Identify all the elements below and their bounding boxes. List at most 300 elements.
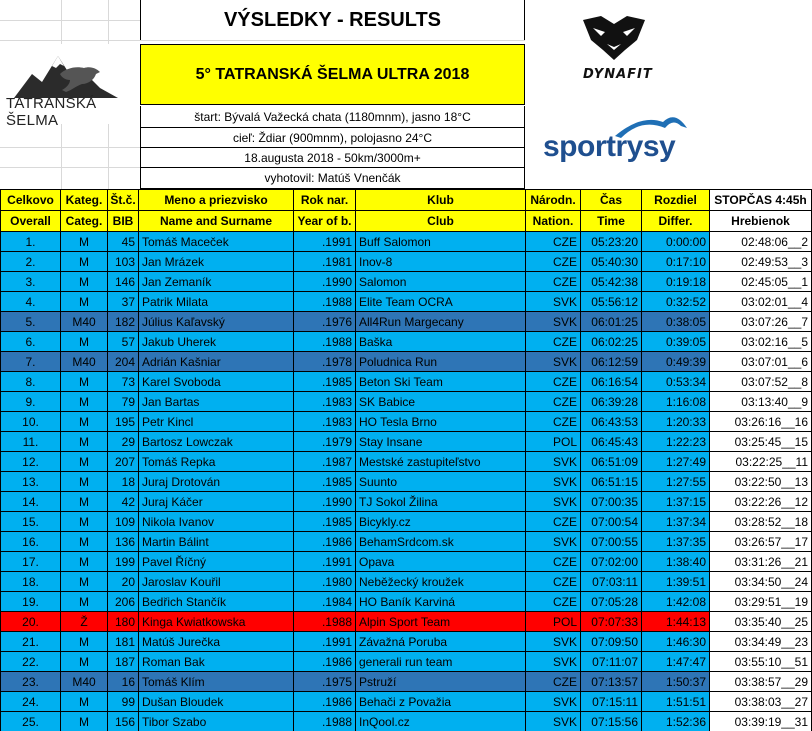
cell-name: Petr Kincl: [139, 412, 294, 432]
cell-year: .1987: [294, 452, 356, 472]
cell-club: TJ Sokol Žilina: [356, 492, 526, 512]
date-info: 18.augusta 2018 - 50km/3000m+: [140, 148, 525, 168]
cell-overall: 15.: [0, 512, 61, 532]
cell-split: 03:02:16__5: [710, 332, 812, 352]
cell-year: .1986: [294, 692, 356, 712]
cell-diff: 0:39:05: [642, 332, 710, 352]
cell-category: M40: [61, 672, 108, 692]
cell-category: M: [61, 532, 108, 552]
cell-diff: 0:00:00: [642, 232, 710, 252]
cell-overall: 14.: [0, 492, 61, 512]
cell-nation: CZE: [526, 672, 581, 692]
cell-nation: CZE: [526, 272, 581, 292]
page-title: VÝSLEDKY - RESULTS: [140, 0, 525, 40]
cell-name: Dušan Bloudek: [139, 692, 294, 712]
finish-info: cieľ: Ždiar (900mnm), polojasno 24°C: [140, 128, 525, 148]
cell-category: M40: [61, 312, 108, 332]
cell-diff: 1:27:49: [642, 452, 710, 472]
cell-name: Martin Bálint: [139, 532, 294, 552]
cell-bib: 79: [108, 392, 139, 412]
header2-col-bib: BIB: [108, 211, 139, 232]
cell-category: M: [61, 432, 108, 452]
cell-name: Tomáš Repka: [139, 452, 294, 472]
cell-nation: SVK: [526, 632, 581, 652]
cell-bib: 73: [108, 372, 139, 392]
cell-year: .1981: [294, 252, 356, 272]
table-row: [0, 452, 812, 472]
dynafit-text: DYNAFIT: [583, 67, 653, 82]
header2-col-category: Categ.: [61, 211, 108, 232]
cell-time: 06:16:54: [581, 372, 642, 392]
cell-bib: 156: [108, 712, 139, 731]
cell-category: M: [61, 492, 108, 512]
table-row: [0, 312, 812, 332]
cell-diff: 0:19:18: [642, 272, 710, 292]
table-row: [0, 672, 812, 692]
cell-name: Július Kaľavský: [139, 312, 294, 332]
cell-name: Jan Mrázek: [139, 252, 294, 272]
header2-col-diff: Differ.: [642, 211, 710, 232]
table-row: [0, 472, 812, 492]
table-row: [0, 612, 812, 632]
cell-club: BehamSrdcom.sk: [356, 532, 526, 552]
cell-club: Závažná Poruba: [356, 632, 526, 652]
cell-year: .1988: [294, 292, 356, 312]
cell-nation: SVK: [526, 472, 581, 492]
cell-club: Stay Insane: [356, 432, 526, 452]
cell-category: M: [61, 232, 108, 252]
cell-category: M: [61, 512, 108, 532]
header2-col-year: Year of b.: [294, 211, 356, 232]
cell-category: M: [61, 572, 108, 592]
cell-nation: SVK: [526, 312, 581, 332]
cell-diff: 1:38:40: [642, 552, 710, 572]
cell-bib: 187: [108, 652, 139, 672]
cell-diff: 1:50:37: [642, 672, 710, 692]
cell-nation: CZE: [526, 592, 581, 612]
table-row: [0, 692, 812, 712]
cell-bib: 146: [108, 272, 139, 292]
cell-category: M: [61, 272, 108, 292]
cell-overall: 19.: [0, 592, 61, 612]
cell-diff: 1:20:33: [642, 412, 710, 432]
header1-col-category: Kateg.: [61, 190, 108, 211]
cell-name: Juraj Káčer: [139, 492, 294, 512]
dynafit-snow-leopard-icon: [579, 14, 649, 64]
cell-split: 03:22:26__12: [710, 492, 812, 512]
header1-col-split: STOPČAS 4:45h: [710, 190, 812, 211]
cell-nation: CZE: [526, 572, 581, 592]
cell-split: 03:38:03__27: [710, 692, 812, 712]
cell-year: .1988: [294, 332, 356, 352]
cell-time: 07:15:11: [581, 692, 642, 712]
cell-year: .1983: [294, 392, 356, 412]
cell-year: .1990: [294, 272, 356, 292]
table-row: [0, 592, 812, 612]
cell-split: 02:48:06__2: [710, 232, 812, 252]
cell-bib: 206: [108, 592, 139, 612]
cell-split: 03:02:01__4: [710, 292, 812, 312]
table-row: [0, 632, 812, 652]
cell-year: .1990: [294, 492, 356, 512]
cell-year: .1985: [294, 472, 356, 492]
cell-year: .1991: [294, 632, 356, 652]
cell-club: Suunto: [356, 472, 526, 492]
cell-overall: 23.: [0, 672, 61, 692]
cell-overall: 3.: [0, 272, 61, 292]
cell-time: 07:09:50: [581, 632, 642, 652]
tatranska-selma-logo: [0, 44, 140, 129]
cell-overall: 9.: [0, 392, 61, 412]
cell-year: .1986: [294, 652, 356, 672]
cell-nation: SVK: [526, 292, 581, 312]
cell-name: Bedřich Stančík: [139, 592, 294, 612]
cell-category: M: [61, 472, 108, 492]
cell-club: Salomon: [356, 272, 526, 292]
table-row: [0, 372, 812, 392]
cell-bib: 20: [108, 572, 139, 592]
cell-split: 03:34:49__23: [710, 632, 812, 652]
cell-time: 07:13:57: [581, 672, 642, 692]
event-name: 5° TATRANSKÁ ŠELMA ULTRA 2018: [140, 44, 525, 105]
cell-category: M: [61, 692, 108, 712]
cell-category: M: [61, 712, 108, 731]
table-row: [0, 552, 812, 572]
cell-category: M: [61, 652, 108, 672]
cell-year: .1988: [294, 712, 356, 731]
cell-nation: SVK: [526, 492, 581, 512]
cell-bib: 29: [108, 432, 139, 452]
table-row: [0, 292, 812, 312]
cell-diff: 0:38:05: [642, 312, 710, 332]
cell-category: M40: [61, 352, 108, 372]
cell-overall: 20.: [0, 612, 61, 632]
cell-time: 05:40:30: [581, 252, 642, 272]
cell-diff: 1:37:15: [642, 492, 710, 512]
cell-category: M: [61, 372, 108, 392]
header-top-border: [0, 189, 812, 190]
cell-nation: CZE: [526, 412, 581, 432]
cell-name: Jaroslav Kouřil: [139, 572, 294, 592]
cell-time: 07:07:33: [581, 612, 642, 632]
table-row: [0, 232, 812, 252]
cell-split: 03:26:57__17: [710, 532, 812, 552]
header2-col-split: Hrebienok: [710, 211, 812, 232]
cell-year: .1991: [294, 232, 356, 252]
cell-time: 07:02:00: [581, 552, 642, 572]
cell-time: 06:51:15: [581, 472, 642, 492]
cell-overall: 22.: [0, 652, 61, 672]
cell-nation: CZE: [526, 552, 581, 572]
cell-category: M: [61, 412, 108, 432]
header2-col-name: Name and Surname: [139, 211, 294, 232]
cell-club: Opava: [356, 552, 526, 572]
cell-bib: 182: [108, 312, 139, 332]
blank-area: [711, 0, 812, 190]
cell-club: Alpin Sport Team: [356, 612, 526, 632]
cell-name: Juraj Drotován: [139, 472, 294, 492]
table-row: [0, 712, 812, 731]
header1-col-overall: Celkovo: [0, 190, 61, 211]
table-row: [0, 332, 812, 352]
cell-time: 05:23:20: [581, 232, 642, 252]
cell-name: Karel Svoboda: [139, 372, 294, 392]
cell-overall: 18.: [0, 572, 61, 592]
cell-bib: 16: [108, 672, 139, 692]
table-row: [0, 252, 812, 272]
cell-name: Jan Zemaník: [139, 272, 294, 292]
cell-name: Pavel Říčný: [139, 552, 294, 572]
cell-club: Beton Ski Team: [356, 372, 526, 392]
header2-col-overall: Overall: [0, 211, 61, 232]
table-row: [0, 272, 812, 292]
cell-year: .1978: [294, 352, 356, 372]
sportrysy-text: sportrysy: [543, 130, 676, 163]
cell-time: 05:56:12: [581, 292, 642, 312]
logo-left-text: TATRANSKÁ ŠELMA: [6, 95, 97, 129]
cell-club: Mestské zastupiteľstvo: [356, 452, 526, 472]
cell-overall: 25.: [0, 712, 61, 731]
cell-diff: 0:17:10: [642, 252, 710, 272]
cell-diff: 1:39:51: [642, 572, 710, 592]
cell-name: Nikola Ivanov: [139, 512, 294, 532]
cell-split: 03:39:19__31: [710, 712, 812, 731]
cell-bib: 207: [108, 452, 139, 472]
cell-nation: SVK: [526, 692, 581, 712]
cell-club: HO Baník Karviná: [356, 592, 526, 612]
cell-split: 03:35:40__25: [710, 612, 812, 632]
cell-year: .1975: [294, 672, 356, 692]
table-row: [0, 352, 812, 372]
cell-diff: 1:47:47: [642, 652, 710, 672]
cell-bib: 204: [108, 352, 139, 372]
cell-overall: 4.: [0, 292, 61, 312]
cell-diff: 1:44:13: [642, 612, 710, 632]
cell-nation: CZE: [526, 392, 581, 412]
header1-col-bib: Št.č.: [108, 190, 139, 211]
table-row: [0, 572, 812, 592]
cell-diff: 0:32:52: [642, 292, 710, 312]
cell-split: 03:38:57__29: [710, 672, 812, 692]
cell-diff: 1:27:55: [642, 472, 710, 492]
table-row: [0, 532, 812, 552]
cell-split: 02:45:05__1: [710, 272, 812, 292]
cell-club: All4Run Margecany: [356, 312, 526, 332]
cell-club: Elite Team OCRA: [356, 292, 526, 312]
cell-overall: 8.: [0, 372, 61, 392]
cell-name: Tomáš Klím: [139, 672, 294, 692]
header1-col-diff: Rozdiel: [642, 190, 710, 211]
cell-split: 03:22:25__11: [710, 452, 812, 472]
cell-diff: 1:37:35: [642, 532, 710, 552]
header-area: [0, 0, 812, 190]
cell-split: 03:13:40__9: [710, 392, 812, 412]
cell-name: Tibor Szabo: [139, 712, 294, 731]
table-row: [0, 512, 812, 532]
cell-nation: CZE: [526, 512, 581, 532]
cell-time: 07:11:07: [581, 652, 642, 672]
cell-bib: 181: [108, 632, 139, 652]
start-info: štart: Bývalá Važecká chata (1180mnm), jasno 18°C: [140, 106, 525, 128]
cell-club: Poludnica Run: [356, 352, 526, 372]
cell-bib: 99: [108, 692, 139, 712]
cell-overall: 2.: [0, 252, 61, 272]
cell-diff: 1:42:08: [642, 592, 710, 612]
header1-col-club: Klub: [356, 190, 526, 211]
cell-nation: SVK: [526, 712, 581, 731]
cell-nation: POL: [526, 612, 581, 632]
cell-diff: 1:37:34: [642, 512, 710, 532]
cell-year: .1985: [294, 512, 356, 532]
cell-split: 03:31:26__21: [710, 552, 812, 572]
cell-nation: POL: [526, 432, 581, 452]
cell-time: 06:02:25: [581, 332, 642, 352]
cell-split: 03:28:52__18: [710, 512, 812, 532]
cell-nation: SVK: [526, 352, 581, 372]
cell-time: 07:00:35: [581, 492, 642, 512]
cell-name: Matúš Jurečka: [139, 632, 294, 652]
cell-club: Pstruží: [356, 672, 526, 692]
cell-diff: 1:16:08: [642, 392, 710, 412]
cell-split: 03:07:52__8: [710, 372, 812, 392]
cell-club: HO Tesla Brno: [356, 412, 526, 432]
cell-year: .1979: [294, 432, 356, 452]
author-info: vyhotovil: Matúš Vnenčák: [140, 168, 525, 189]
cell-year: .1985: [294, 372, 356, 392]
cell-category: M: [61, 552, 108, 572]
cell-category: M: [61, 292, 108, 312]
cell-time: 06:01:25: [581, 312, 642, 332]
cell-club: Inov-8: [356, 252, 526, 272]
cell-overall: 10.: [0, 412, 61, 432]
cell-time: 07:05:28: [581, 592, 642, 612]
table-row: [0, 432, 812, 452]
cell-category: M: [61, 632, 108, 652]
cell-time: 05:42:38: [581, 272, 642, 292]
cell-nation: SVK: [526, 452, 581, 472]
header1-col-time: Čas: [581, 190, 642, 211]
cell-time: 06:45:43: [581, 432, 642, 452]
cell-name: Bartosz Lowczak: [139, 432, 294, 452]
cell-name: Patrik Milata: [139, 292, 294, 312]
cell-split: 03:07:01__6: [710, 352, 812, 372]
cell-year: .1976: [294, 312, 356, 332]
cell-nation: SVK: [526, 652, 581, 672]
table-row: [0, 392, 812, 412]
cell-nation: CZE: [526, 252, 581, 272]
cell-overall: 12.: [0, 452, 61, 472]
cell-club: Buff Salomon: [356, 232, 526, 252]
cell-split: 03:07:26__7: [710, 312, 812, 332]
cell-bib: 199: [108, 552, 139, 572]
cell-year: .1991: [294, 552, 356, 572]
cell-diff: 1:52:36: [642, 712, 710, 731]
cell-name: Tomáš Maceček: [139, 232, 294, 252]
cell-name: Adrián Kašniar: [139, 352, 294, 372]
cell-overall: 16.: [0, 532, 61, 552]
cell-bib: 180: [108, 612, 139, 632]
cell-split: 03:22:50__13: [710, 472, 812, 492]
cell-club: Bicykly.cz: [356, 512, 526, 532]
cell-category: M: [61, 392, 108, 412]
cell-bib: 103: [108, 252, 139, 272]
cell-time: 07:00:55: [581, 532, 642, 552]
cell-time: 06:39:28: [581, 392, 642, 412]
cell-overall: 21.: [0, 632, 61, 652]
cell-overall: 7.: [0, 352, 61, 372]
cell-split: 03:25:45__15: [710, 432, 812, 452]
table-row: [0, 412, 812, 432]
cell-club: Neběžecký kroužek: [356, 572, 526, 592]
cell-bib: 57: [108, 332, 139, 352]
cell-split: 03:34:50__24: [710, 572, 812, 592]
cell-nation: CZE: [526, 372, 581, 392]
cell-year: .1984: [294, 592, 356, 612]
cell-diff: 1:22:23: [642, 432, 710, 452]
cell-bib: 42: [108, 492, 139, 512]
cell-club: InQool.cz: [356, 712, 526, 731]
cell-name: Roman Bak: [139, 652, 294, 672]
sponsor-logos: [525, 0, 711, 190]
cell-bib: 45: [108, 232, 139, 252]
cell-category: M: [61, 252, 108, 272]
cell-club: Behači z Považia: [356, 692, 526, 712]
cell-overall: 6.: [0, 332, 61, 352]
cell-bib: 37: [108, 292, 139, 312]
table-row: [0, 492, 812, 512]
cell-time: 07:03:11: [581, 572, 642, 592]
header2-col-time: Time: [581, 211, 642, 232]
cell-diff: 1:51:51: [642, 692, 710, 712]
cell-bib: 136: [108, 532, 139, 552]
cell-category: M: [61, 592, 108, 612]
cell-overall: 24.: [0, 692, 61, 712]
cell-name: Jakub Uherek: [139, 332, 294, 352]
cell-name: Kinga Kwiatkowska: [139, 612, 294, 632]
header2-col-nation: Nation.: [526, 211, 581, 232]
cell-nation: CZE: [526, 232, 581, 252]
cell-overall: 13.: [0, 472, 61, 492]
cell-time: 07:15:56: [581, 712, 642, 731]
cell-overall: 17.: [0, 552, 61, 572]
cell-bib: 18: [108, 472, 139, 492]
cell-nation: CZE: [526, 332, 581, 352]
cell-overall: 1.: [0, 232, 61, 252]
header1-col-name: Meno a priezvisko: [139, 190, 294, 211]
cell-club: generali run team: [356, 652, 526, 672]
cell-bib: 195: [108, 412, 139, 432]
cell-name: Jan Bartas: [139, 392, 294, 412]
cell-time: 06:12:59: [581, 352, 642, 372]
cell-club: SK Babice: [356, 392, 526, 412]
cell-split: 03:29:51__19: [710, 592, 812, 612]
header1-col-year: Rok nar.: [294, 190, 356, 211]
cell-overall: 5.: [0, 312, 61, 332]
cell-year: .1988: [294, 612, 356, 632]
cell-time: 07:00:54: [581, 512, 642, 532]
cell-split: 03:55:10__51: [710, 652, 812, 672]
table-row: [0, 652, 812, 672]
header2-col-club: Club: [356, 211, 526, 232]
cell-year: .1980: [294, 572, 356, 592]
cell-split: 03:26:16__16: [710, 412, 812, 432]
cell-year: .1986: [294, 532, 356, 552]
cell-diff: 1:46:30: [642, 632, 710, 652]
cell-category: Ž: [61, 612, 108, 632]
cell-split: 02:49:53__3: [710, 252, 812, 272]
cell-nation: SVK: [526, 532, 581, 552]
cell-bib: 109: [108, 512, 139, 532]
